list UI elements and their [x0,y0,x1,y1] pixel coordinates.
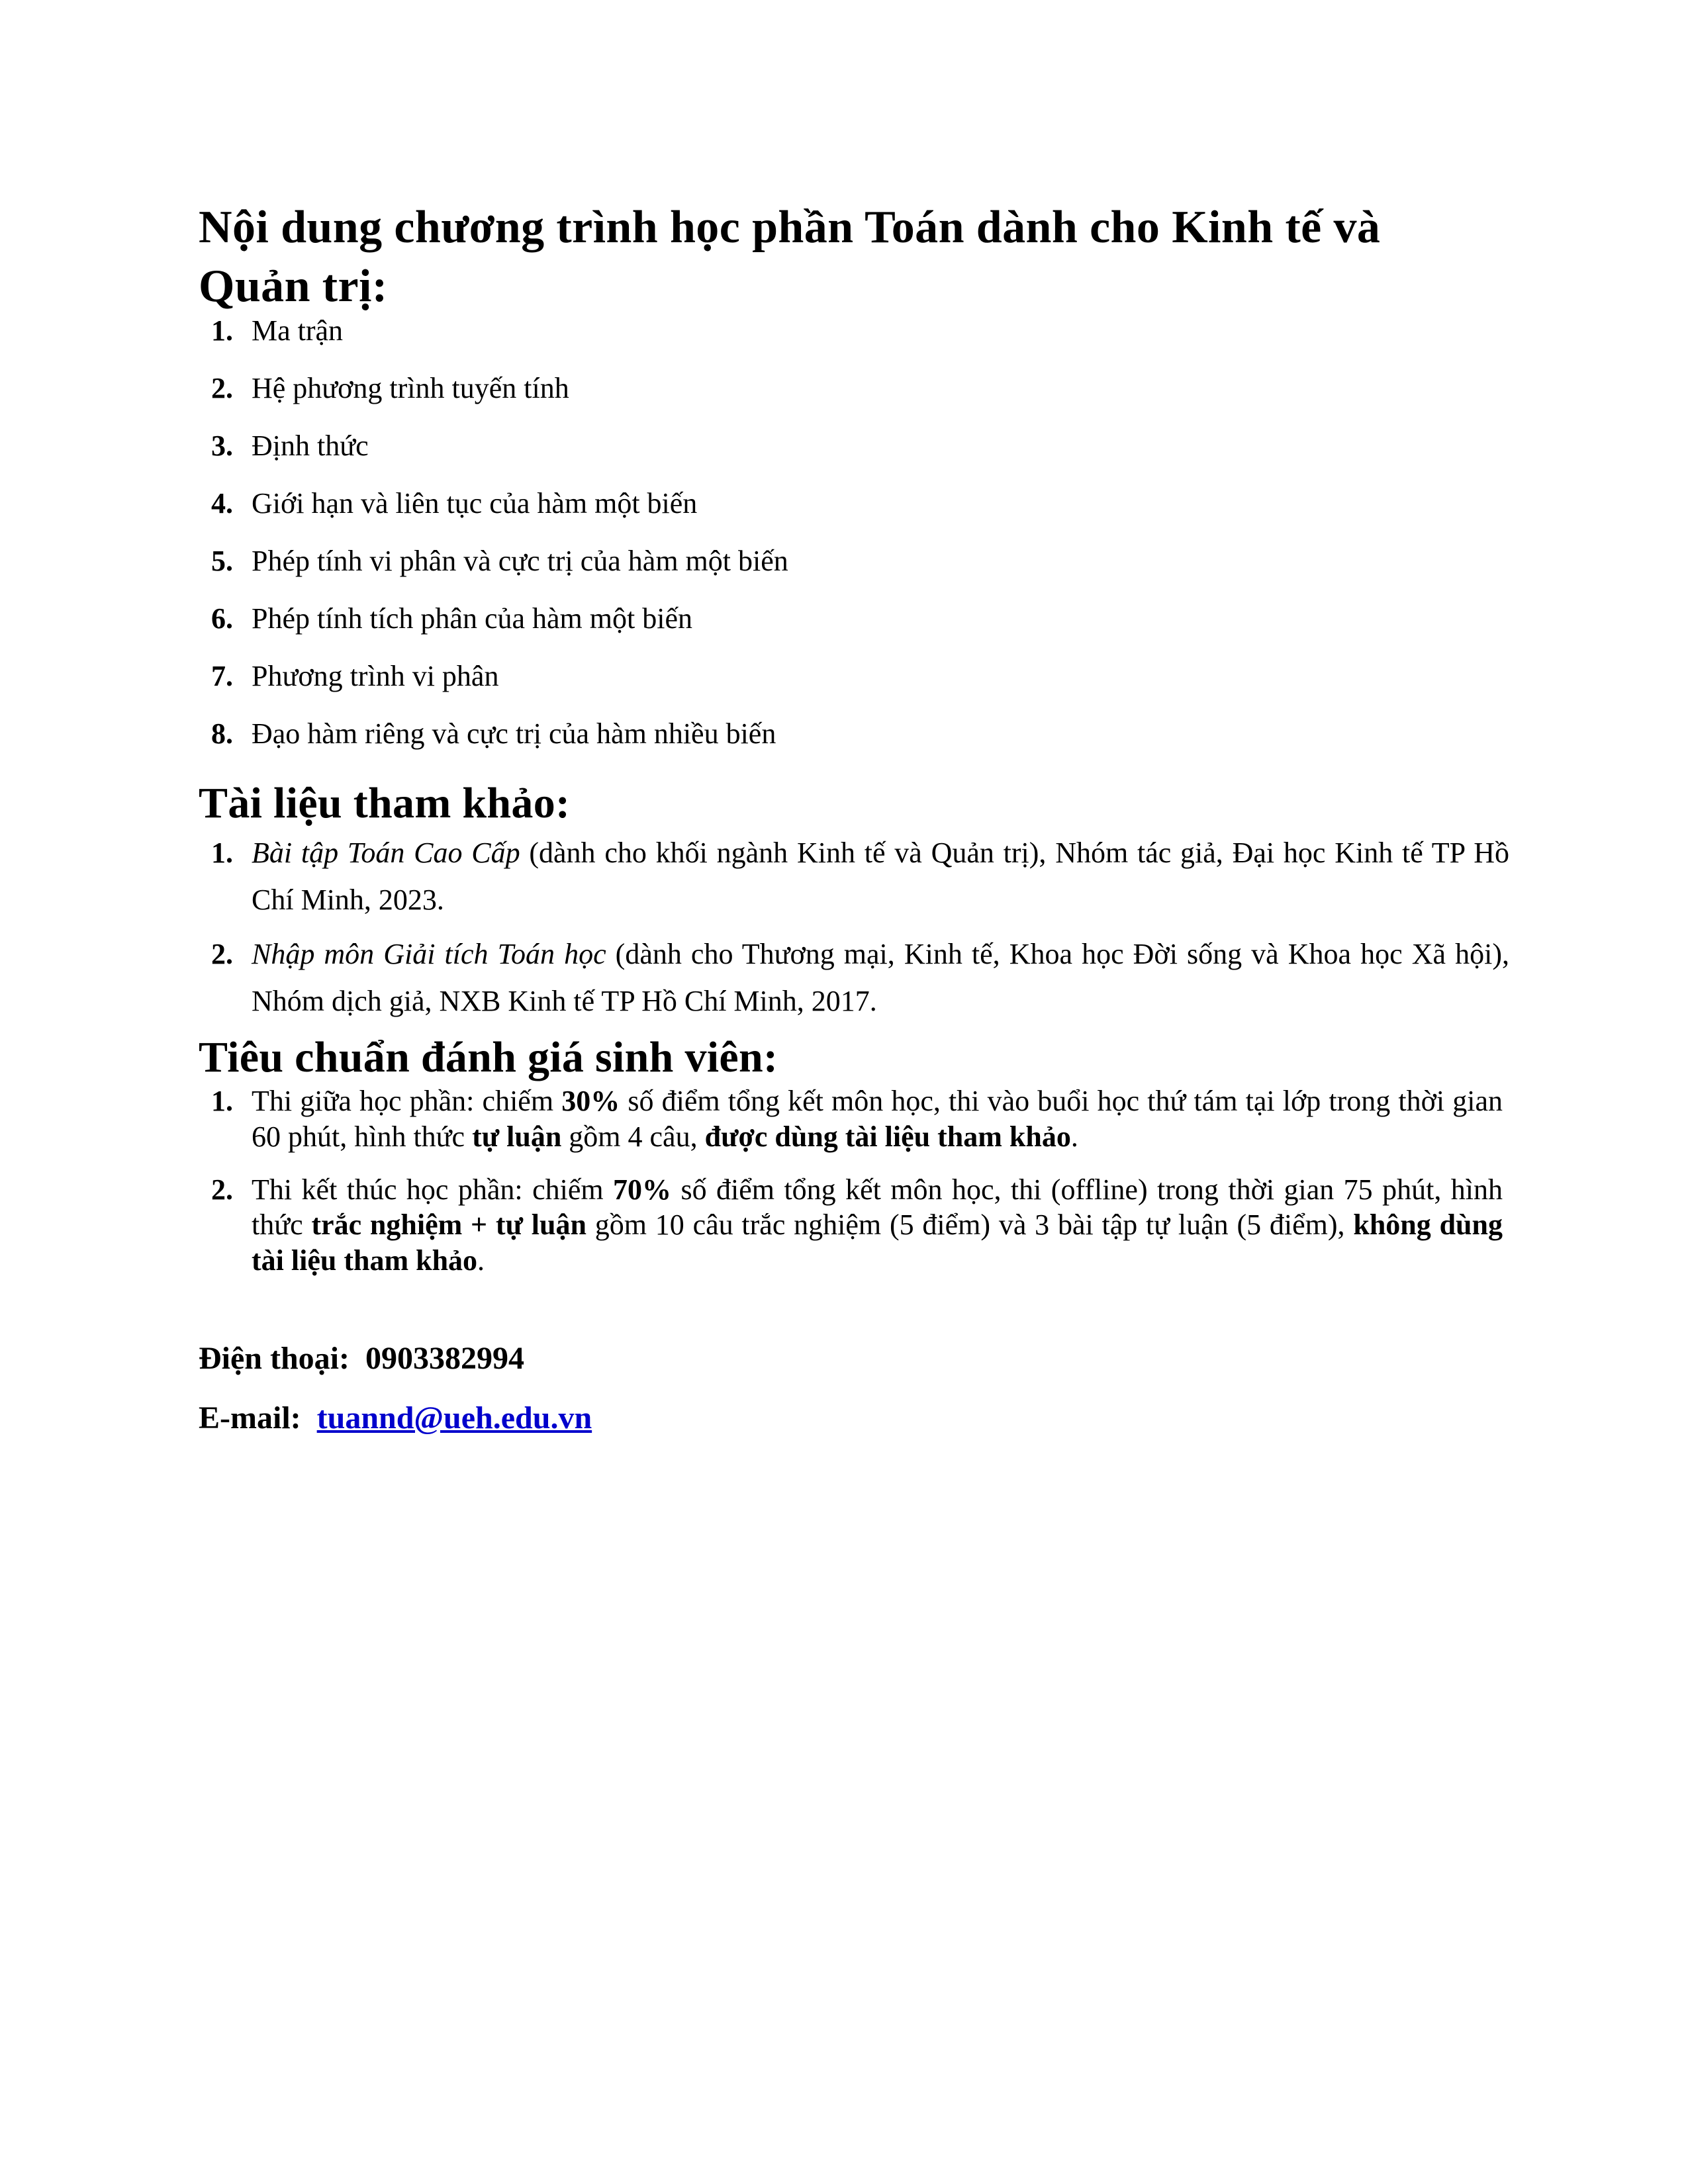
list-item [199,719,1523,749]
list-item [199,659,1523,692]
criteria-text: số điểm tổng kết môn học, thi (offline) trong thời gian 75 phút, hình thức [252,1173,1503,1242]
email-link[interactable]: tuannd@ueh.edu.vn [316,1400,592,1435]
criteria-text: Thi kết thúc học phần: chiếm [252,1173,614,1206]
reference-details: (dành cho Thương mại, Kinh tế, Khoa học Đời sống và Khoa học Xã hội), Nhóm dịch giả, NXB Kinh tế TP Hồ Chí Minh, 2017. [252,937,1509,1017]
criteria-list [199,1083,1523,1278]
criteria-emphasis: 70% [613,1173,672,1206]
list-item-label: Ma trận [252,314,344,347]
list-item [199,931,1523,1025]
reference-details: (dành cho khối ngành Kinh tế và Quản trị), Nhóm tác giả, Đại học Kinh tế TP Hồ Chí Minh, 2023. [252,836,1509,917]
list-item-marker: 7. [211,659,233,692]
criteria-heading: Tiêu chuẩn đánh giá sinh viên: [199,1033,778,1082]
list-item-marker: 1. [211,1085,233,1118]
email-label: E-mail: [199,1400,301,1435]
list-item [199,829,1523,924]
criteria-text: gồm 10 câu trắc nghiệm (5 điểm) và 3 bài tập tự luận (5 điểm), [586,1208,1354,1242]
criteria-emphasis: được dùng tài liệu tham khảo [704,1120,1071,1153]
list-item-marker: 1. [211,314,233,347]
criteria-text: . [1070,1120,1078,1153]
references-list [199,829,1523,1024]
list-item-marker: 2. [211,1173,233,1206]
list-item-marker: 3. [211,429,233,462]
reference-title: Nhập môn Giải tích Toán học [252,937,606,970]
page-title: Nội dung chương trình học phần Toán dành cho Kinh tế và Quản trị: [199,202,1381,312]
list-item [199,486,1523,520]
reference-entry [252,931,1509,1025]
list-item-label: Phương trình vi phân [252,659,499,692]
list-item [199,371,1523,404]
topics-list [199,316,1523,749]
criteria-text: Thi giữa học phần: chiếm [252,1085,562,1118]
list-item-marker: 1. [211,836,233,869]
list-item [199,1172,1523,1279]
list-item [199,429,1523,462]
phone-label: Điện thoại: [199,1340,350,1376]
references-heading: Tài liệu tham khảo: [199,778,571,827]
list-item [199,604,1523,633]
contact-block [199,1342,1523,1435]
criteria-emphasis: không dùng tài liệu tham khảo [252,1208,1503,1277]
list-item-label: Phép tính vi phân và cực trị của hàm một biến [252,544,788,577]
list-item-marker: 2. [211,371,233,404]
list-item-label: Giới hạn và liên tục của hàm một biến [252,486,698,520]
phone-line [199,1342,1523,1375]
list-item-marker: 8. [211,717,233,750]
list-item [199,1083,1523,1154]
list-item [199,544,1523,577]
list-item-marker: 5. [211,544,233,577]
criteria-emphasis: tự luận [472,1120,562,1153]
list-item-label: Phép tính tích phân của hàm một biến [252,602,692,635]
reference-entry [252,829,1509,924]
list-item [199,316,1523,345]
list-item-label: Hệ phương trình tuyến tính [252,371,569,404]
criteria-entry [252,1083,1503,1154]
email-line [199,1402,1523,1435]
list-item-label: Định thức [252,429,369,462]
criteria-entry [252,1172,1503,1279]
reference-title: Bài tập Toán Cao Cấp [252,836,520,869]
criteria-text: . [477,1244,485,1277]
criteria-emphasis: trắc nghiệm + tự luận [311,1208,586,1242]
list-item-marker: 4. [211,486,233,520]
list-item-marker: 2. [211,937,233,970]
criteria-emphasis: 30% [561,1085,620,1118]
criteria-text: số điểm tổng kết môn học, thi vào buổi học thứ tám tại lớp trong thời gian 60 phút, hình thức [252,1085,1503,1153]
phone-value: 0903382994 [365,1340,524,1376]
criteria-text: gồm 4 câu, [561,1120,705,1153]
list-item-marker: 6. [211,602,233,635]
list-item-label: Đạo hàm riêng và cực trị của hàm nhiều biến [252,717,776,750]
